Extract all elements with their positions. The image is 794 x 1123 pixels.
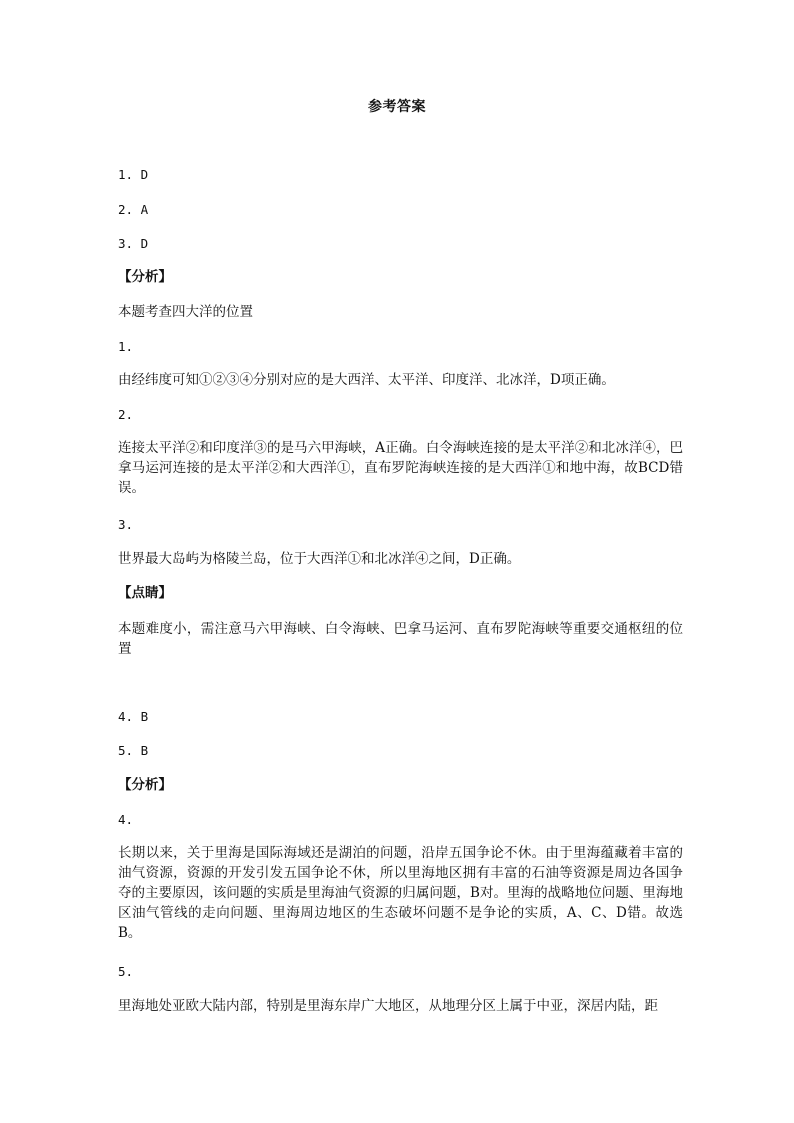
question-3-explanation: 世界最大岛屿为格陵兰岛，位于大西洋①和北冰洋④之间，D正确。	[118, 551, 521, 567]
analysis-intro: 本题考查四大洋的位置	[118, 304, 253, 320]
analysis-heading-1: 【分析】	[118, 269, 172, 285]
question-4-explanation: 长期以来，关于里海是国际海域还是湖泊的问题，沿岸五国争论不休。由于里海蕴藏着丰富的油气资源，资源的开发引发五国争论不休，所以里海地区拥有丰富的石油等资源是周边各国争夺的主要原因，该问题的实质是里海油气资源的归属问题，B对。里海的战略地位问题、里海地区油气管线的走向问题、里海周边地区的生态破坏问题不是争论的实质，A、C、D错。故选B。	[118, 845, 683, 941]
tip-text: 本题难度小，需注意马六甲海峡、白令海峡、巴拿马运河、直布罗陀海峡等重要交通枢纽的位置	[118, 621, 683, 657]
question-5-number: 5.	[118, 964, 134, 979]
answer-1: 1. D	[118, 167, 149, 182]
question-2-explanation: 连接太平洋②和印度洋③的是马六甲海峡，A正确。白令海峡连接的是太平洋②和北冰洋④，巴拿马运河连接的是太平洋②和大西洋①，直布罗陀海峡连接的是大西洋①和地中海，故BCD错误。	[118, 440, 683, 496]
answer-4: 4. B	[118, 709, 149, 724]
answer-5: 5. B	[118, 743, 149, 758]
question-1-number: 1.	[118, 339, 134, 354]
answer-2: 2. A	[118, 202, 149, 217]
answer-3: 3. D	[118, 236, 149, 251]
tip-heading: 【点睛】	[118, 585, 172, 601]
page-title: 参考答案	[368, 99, 426, 115]
question-1-explanation: 由经纬度可知①②③④分别对应的是大西洋、太平洋、印度洋、北冰洋，D项正确。	[118, 372, 615, 388]
question-3-number: 3.	[118, 517, 134, 532]
question-2-number: 2.	[118, 407, 134, 422]
analysis-heading-2: 【分析】	[118, 777, 172, 793]
question-4-number: 4.	[118, 812, 134, 827]
question-5-explanation: 里海地处亚欧大陆内部，特别是里海东岸广大地区，从地理分区上属于中亚，深居内陆，距	[118, 998, 658, 1014]
